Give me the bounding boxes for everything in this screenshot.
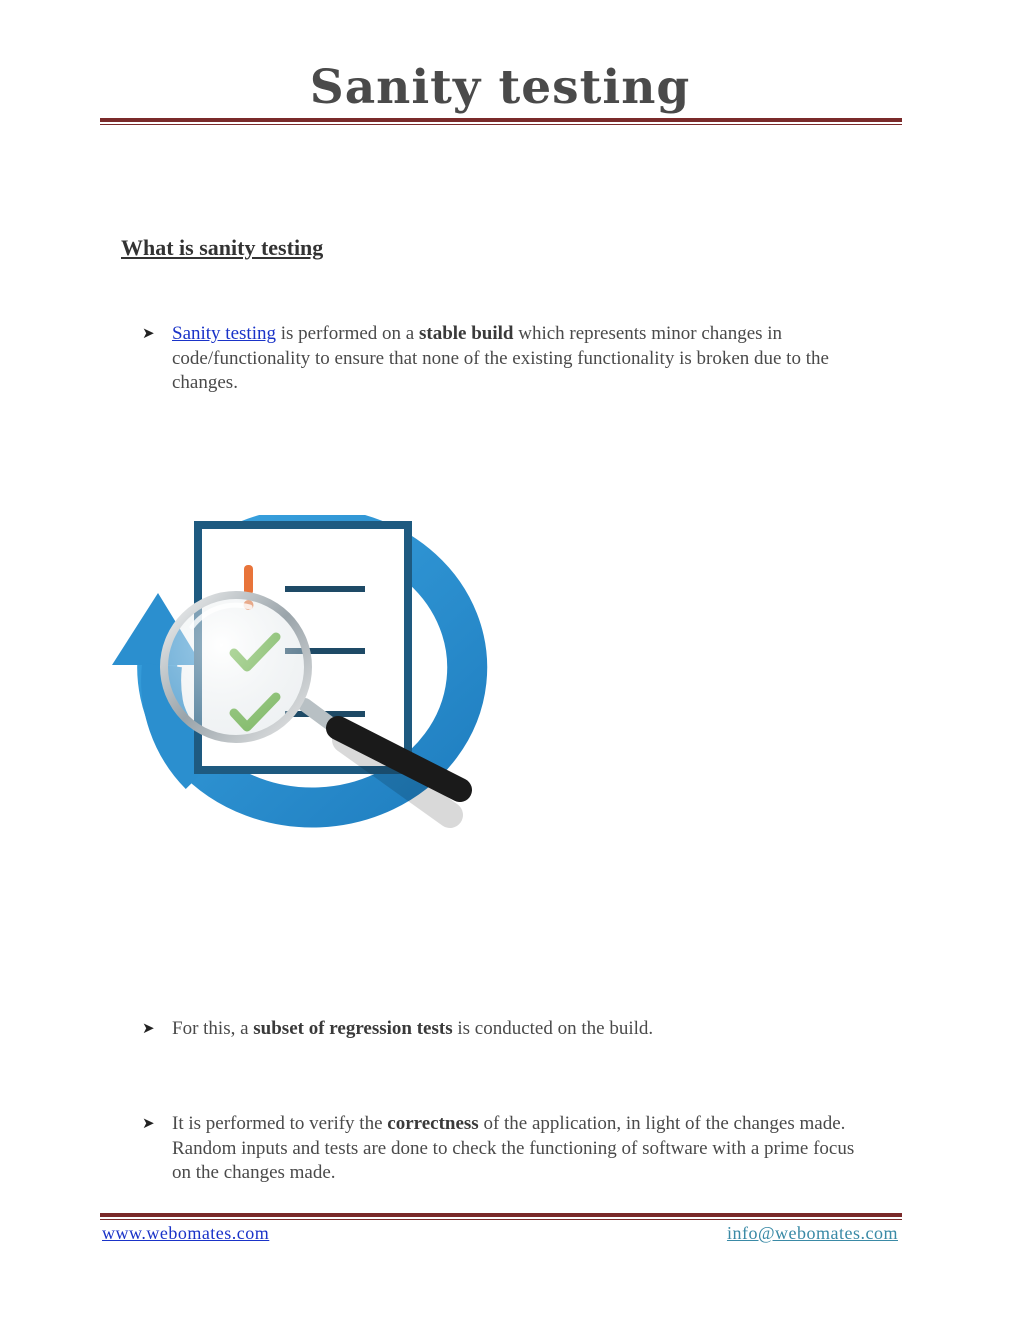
section-heading: What is sanity testing xyxy=(121,235,324,260)
arrow-bullet-icon: ➤ xyxy=(142,326,155,342)
page-title: Sanity testing xyxy=(309,60,691,115)
bullet-text: Sanity testing is performed on a stable build which represents minor changes in code/functionality to ensure that none of the existing functionality is broken due to the changes. xyxy=(172,323,829,393)
email-link[interactable]: info@webomates.com xyxy=(726,1223,898,1243)
header-rule xyxy=(100,118,902,125)
bullet-text: It is performed to verify the correctness of the application, in light of the changes made. Random inputs and tests are done to check the functioning of software with a prime focus on the changes made. xyxy=(172,1113,855,1183)
arrow-bullet-icon: ➤ xyxy=(142,1116,155,1132)
website-link[interactable]: www.webomates.com xyxy=(102,1223,270,1243)
footer-rule xyxy=(100,1213,902,1220)
bullet-text: For this, a subset of regression tests is conducted on the build. xyxy=(172,1018,654,1039)
arrow-bullet-icon: ➤ xyxy=(142,1021,155,1037)
sanity-testing-link[interactable]: Sanity testing xyxy=(172,323,276,344)
magnifier-checklist-icon xyxy=(100,515,490,840)
